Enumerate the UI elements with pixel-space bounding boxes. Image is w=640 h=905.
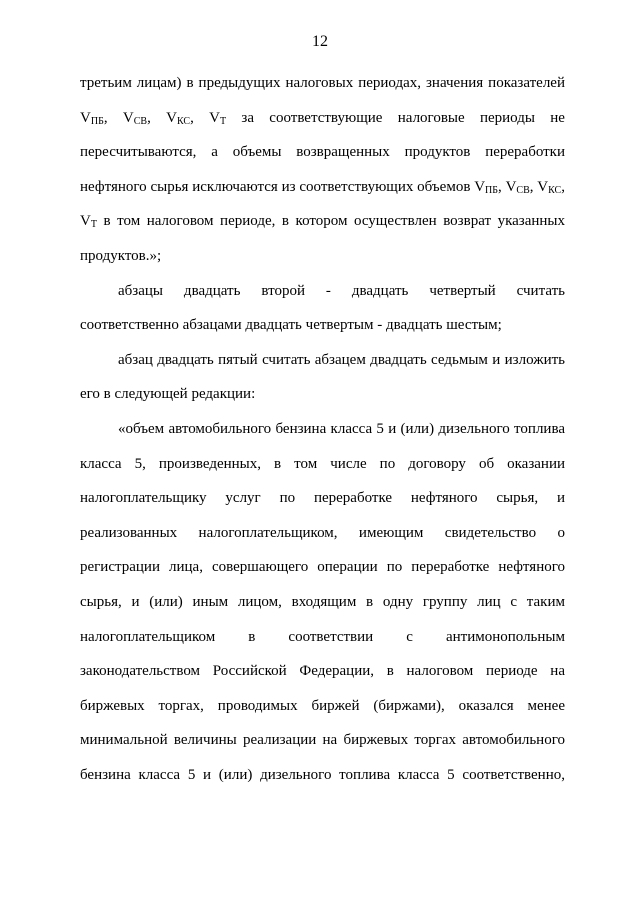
text-line: реализованных налогоплательщиком, имеющим свидетельство о [80,524,565,541]
page-number: 12 [312,33,328,50]
text-line: соответственно абзацами двадцать четвертым - двадцать шестым; [80,317,502,334]
text-line: бензина класса 5 и (или) дизельного топлива класса 5 соответственно, [80,766,565,783]
text-line: пересчитываются, а объемы возвращенных продуктов переработки [80,144,565,161]
text-line: продуктов.»; [80,247,162,264]
paragraph-quoted-definition [80,412,565,793]
text-line: регистрации лица, совершающего операции по переработке нефтяного [80,559,565,576]
paragraph-abzats-25 [80,343,565,412]
paragraph-continuation [80,66,565,274]
text-line: сырья, и (или) иным лицом, входящим в одну группу лиц с таким [80,593,565,610]
paragraph-abzatsy-renumber [80,274,565,343]
text-line: минимальной величины реализации на биржевых торгах автомобильного [80,732,565,749]
text-line: биржевых торгах, проводимых биржей (биржами), оказался менее [80,697,565,714]
text-line: законодательством Российской Федерации, в налоговом периоде на [80,663,565,680]
text-line: налогоплательщику услуг по переработке нефтяного сырья, и [80,490,565,507]
text-line: абзац двадцать пятый считать абзацем двадцать седьмым и изложить [118,351,565,368]
text-line: третьим лицам) в предыдущих налоговых периодах, значения показателей [80,75,565,91]
text-line: $V_{ПБ}$, $V_{СВ}$, $V_{КС}$, $V_Т$ за соответствующие налоговые периоды не [80,109,565,127]
text-line: налогоплательщиком в соответствии с антимонопольным [80,628,565,645]
text-line: его в следующей редакции: [80,386,256,403]
text-line: абзацы двадцать второй - двадцать четвертый считать [118,282,565,299]
text-line: нефтяного сырья исключаются из соответствующих объемов $V_{ПБ}$, $V_{СВ}$, $V_{КС}$, [80,178,565,196]
text-line: $V_Т$ в том налоговом периоде, в котором осуществлен возврат указанных [80,213,565,231]
text-line: класса 5, произведенных, в том числе по договору об оказании [80,455,565,472]
document-body [80,66,565,792]
text-line: «объем автомобильного бензина класса 5 и (или) дизельного топлива [118,420,565,437]
